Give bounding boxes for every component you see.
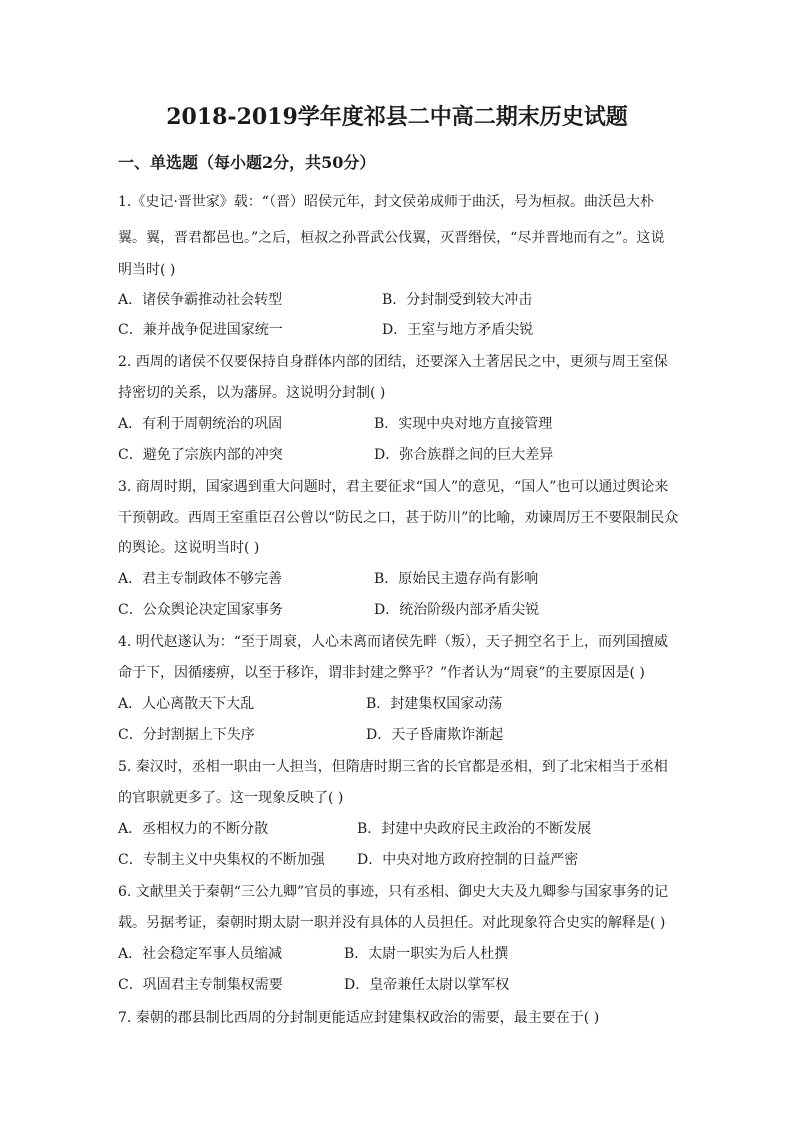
exam-title: 2018-2019学年度祁县二中高二期末历史试题 (166, 104, 628, 130)
question-3-option-b: B．原始民主遗存尚有影响 (374, 571, 539, 587)
question-6-option-b: B．太尉一职实为后人杜撰 (344, 946, 509, 962)
question-2-option-b: B．实现中央对地方直接管理 (374, 416, 553, 432)
question-5-line-2: 的官职就更多了。这一现象反映了( ) (118, 790, 344, 806)
question-4-line-2: 命于下，因循瘘痹，以至于移诈，谓非封建之弊乎？”作者认为“周衰”的主要原因是( ) (118, 665, 645, 681)
section-heading: 一、单选题（每小题2分，共50分） (118, 153, 376, 172)
question-4-option-d: D．天子昏庸欺诈渐起 (366, 727, 504, 743)
question-3-option-d: D．统治阶级内部矛盾尖锐 (374, 602, 540, 618)
question-6-option-a: A．社会稳定军事人员缩减 (118, 946, 283, 962)
question-1-option-c: C．兼并战争促进国家统一 (118, 322, 283, 338)
question-5-option-b: B．封建中央政府民主政治的不断发展 (357, 821, 592, 837)
question-6-option-d: D．皇帝兼任太尉以掌军权 (344, 977, 510, 993)
question-1-line-2: 翼。翼，晋君都邑也。”之后，桓叔之孙晋武公伐翼，灭晋缗侯，“尽并晋地而有之”。这说 (118, 230, 665, 246)
question-3-option-c: C．公众舆论决定国家事务 (118, 602, 283, 618)
question-3-line-1: 3. 商周时期，国家遇到重大问题时，君主要征求“国人”的意见，“国人”也可以通过舆论来 (118, 479, 669, 495)
question-3-line-3: 的舆论。这说明当时( ) (118, 540, 260, 556)
question-5-line-1: 5. 秦汉时，丞相一职由一人担当，但隋唐时期三省的长官都是丞相，到了北宋相当于丞相 (118, 759, 668, 775)
question-5-option-d: D．中央对地方政府控制的日益严密 (357, 852, 579, 868)
question-4-option-a: A．人心离散天下大乱 (118, 696, 255, 712)
question-4-option-b: B．封建集权国家动荡 (366, 696, 503, 712)
question-1-option-b: B．分封制受到较大冲击 (382, 292, 533, 308)
question-6-option-c: C．巩固君主专制集权需要 (118, 977, 283, 993)
question-5-option-a: A．丞相权力的不断分散 (118, 821, 269, 837)
question-3-option-a: A．君主专制政体不够完善 (118, 571, 283, 587)
question-1-option-d: D．王室与地方矛盾尖锐 (382, 322, 534, 338)
question-5-option-c: C．专制主义中央集权的不断加强 (118, 852, 325, 868)
question-1-option-a: A．诸侯争霸推动社会转型 (118, 292, 283, 308)
question-4-option-c: C．分封割据上下失序 (118, 727, 255, 743)
question-2-option-a: A．有利于周朝统治的巩固 (118, 416, 283, 432)
question-1-line-3: 明当时( ) (118, 262, 176, 278)
question-2-option-c: C．避免了宗族内部的冲突 (118, 447, 283, 463)
question-4-line-1: 4. 明代赵遂认为：“至于周衰，人心未离而诸侯先畔（叛），天子拥空名于上，而列国擅威 (118, 634, 668, 650)
question-2-option-d: D．弥合族群之间的巨大差异 (374, 447, 554, 463)
question-1-line-1: 1.《史记·晋世家》载：“（晋）昭侯元年，封文侯弟成师于曲沃，号为桓叔。曲沃邑大朴 (118, 194, 654, 210)
question-6-line-1: 6. 文献里关于秦朝“三公九卿”官员的事迹，只有丞相、御史大夫及九卿参与国家事务的记 (118, 884, 669, 900)
question-2-line-2: 持密切的关系，以为藩屏。这说明分封制( ) (118, 385, 386, 401)
question-6-line-2: 载。另据考证，秦朝时期太尉一职并没有具体的人员担任。对此现象符合史实的解释是( ) (118, 915, 666, 931)
question-3-line-2: 干预朝政。西周王室重臣召公曾以“防民之口，甚于防川”的比喻，劝谏周厉王不要限制民众 (118, 510, 679, 526)
question-7-line-1: 7. 秦朝的郡县制比西周的分封制更能适应封建集权政治的需要，最主要在于( ) (118, 1010, 600, 1026)
question-2-line-1: 2. 西周的诸侯不仅要保持自身群体内部的团结，还要深入土著居民之中，更须与周王室保 (118, 354, 668, 370)
